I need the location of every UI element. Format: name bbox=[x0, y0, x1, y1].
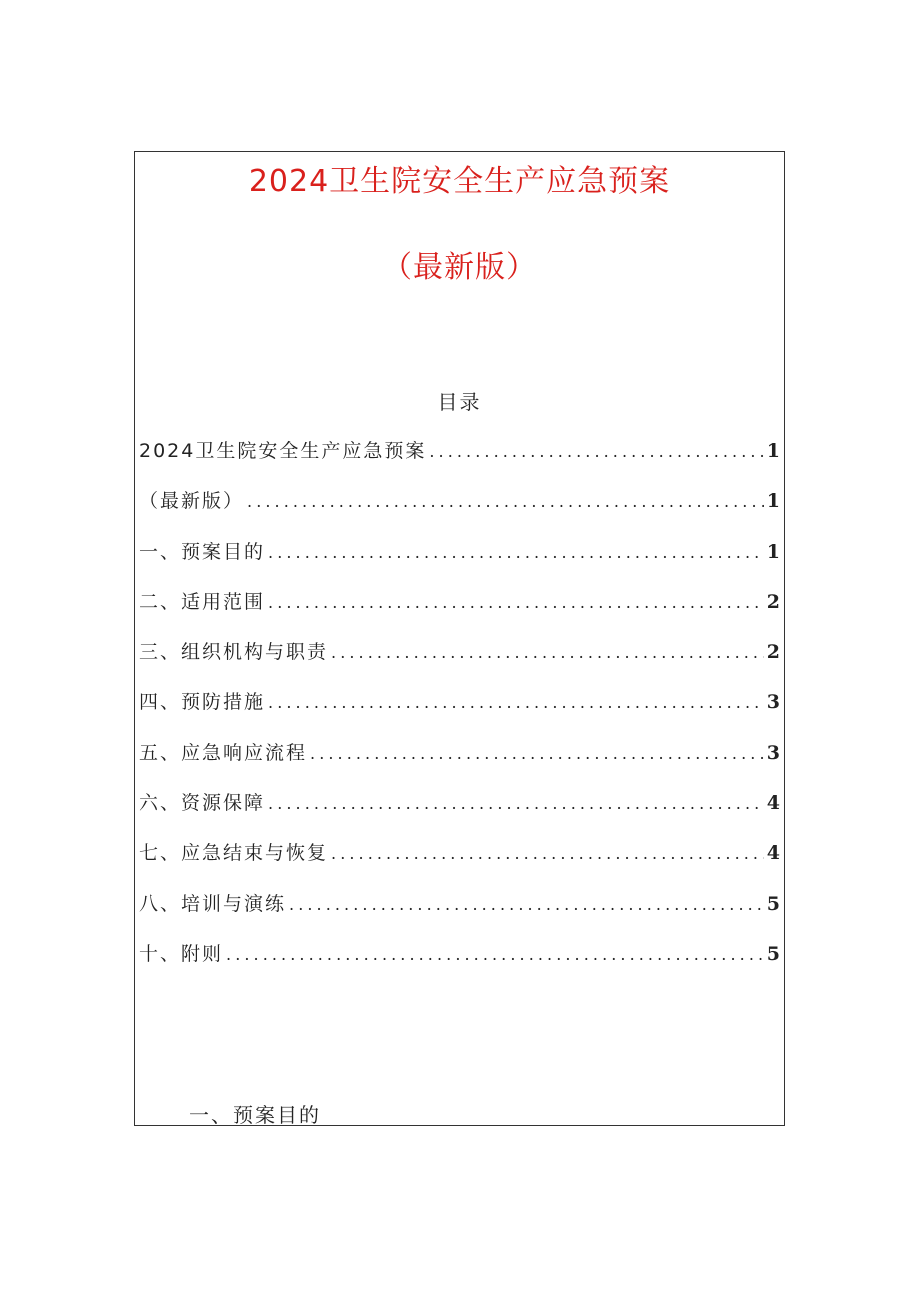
toc-entry[interactable] bbox=[139, 537, 780, 587]
toc-entry[interactable] bbox=[139, 939, 780, 989]
toc-entry-page: 1 bbox=[766, 440, 780, 462]
toc-leader-dots bbox=[310, 744, 764, 763]
toc-entry-text: （最新版） bbox=[139, 490, 245, 513]
toc-entry-text: 八、培训与演练 bbox=[139, 892, 287, 915]
toc-leader-dots bbox=[331, 643, 764, 662]
toc-entry[interactable] bbox=[139, 436, 780, 486]
toc-leader-dots bbox=[289, 895, 764, 914]
toc-leader-dots bbox=[268, 593, 764, 612]
toc-leader-dots bbox=[268, 794, 764, 813]
toc-entry-text: 六、资源保障 bbox=[139, 792, 266, 815]
toc-entry-text: 五、应急响应流程 bbox=[139, 741, 308, 764]
toc-entry[interactable] bbox=[139, 738, 780, 788]
document-title: 2024卫生院安全生产应急预案 bbox=[248, 164, 671, 199]
page-frame bbox=[134, 151, 785, 1126]
toc-leader-dots bbox=[331, 844, 764, 863]
toc-entry-text: 三、组织机构与职责 bbox=[139, 641, 329, 664]
toc-leader-dots bbox=[429, 442, 763, 461]
table-of-contents bbox=[139, 436, 780, 989]
toc-entry-page: 2 bbox=[766, 590, 780, 613]
toc-entry-page: 1 bbox=[766, 490, 780, 513]
toc-entry-page: 2 bbox=[766, 641, 780, 664]
toc-entry-page: 3 bbox=[766, 691, 780, 714]
toc-entry[interactable] bbox=[139, 838, 780, 888]
toc-leader-dots bbox=[226, 945, 764, 964]
toc-entry-page: 3 bbox=[766, 741, 780, 764]
toc-entry-text: 十、附则 bbox=[139, 942, 224, 965]
document-subtitle: （最新版） bbox=[382, 250, 537, 285]
toc-entry[interactable] bbox=[139, 788, 780, 838]
toc-entry-page: 5 bbox=[766, 892, 780, 915]
toc-entry-page: 4 bbox=[766, 792, 780, 815]
toc-leader-dots bbox=[268, 543, 764, 562]
toc-entry-text: 2024卫生院安全生产应急预案 bbox=[139, 440, 427, 462]
toc-entry-text: 一、预案目的 bbox=[139, 540, 266, 563]
toc-entry[interactable] bbox=[139, 687, 780, 737]
toc-entry-page: 1 bbox=[766, 540, 780, 563]
toc-entry-page: 4 bbox=[766, 842, 780, 865]
toc-entry-text: 七、应急结束与恢复 bbox=[139, 842, 329, 865]
toc-entry[interactable] bbox=[139, 587, 780, 637]
section-heading: 一、预案目的 bbox=[189, 1103, 321, 1127]
toc-heading: 目录 bbox=[437, 390, 482, 414]
toc-entry-page: 5 bbox=[766, 942, 780, 965]
toc-entry[interactable] bbox=[139, 889, 780, 939]
toc-leader-dots bbox=[268, 693, 764, 712]
toc-entry-text: 四、预防措施 bbox=[139, 691, 266, 714]
toc-entry[interactable] bbox=[139, 486, 780, 536]
toc-leader-dots bbox=[247, 492, 764, 511]
toc-entry-text: 二、适用范围 bbox=[139, 590, 266, 613]
toc-entry[interactable] bbox=[139, 637, 780, 687]
